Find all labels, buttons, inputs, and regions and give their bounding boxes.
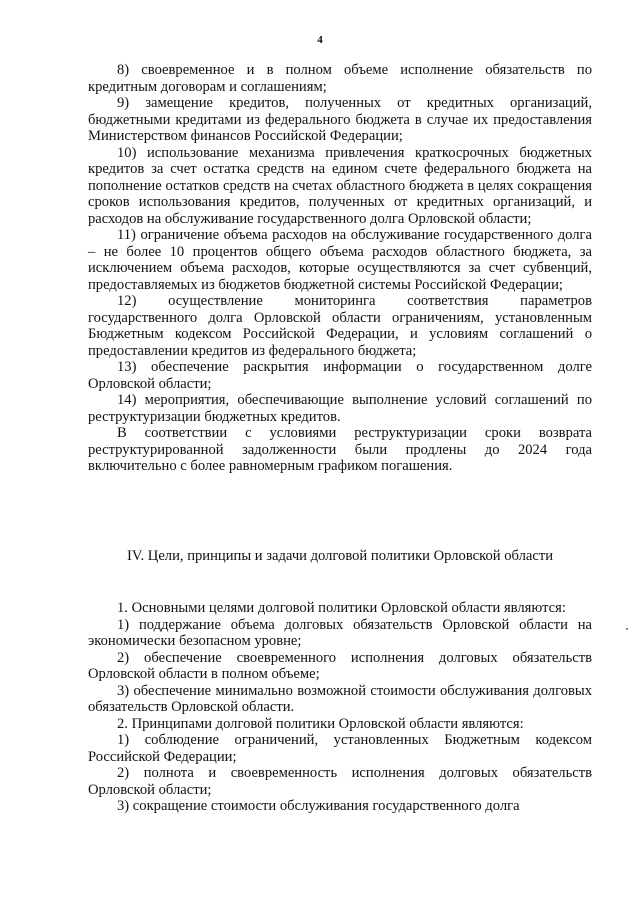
page-number: 4: [317, 34, 323, 46]
document-body-section-iv: [88, 600, 592, 815]
paragraph-principle-1: 1) соблюдение ограничений, установленных Бюджетным кодексом Российской Федерации;: [88, 732, 592, 765]
paragraph-principle-3: 3) сокращение стоимости обслуживания государственного долга: [117, 798, 520, 814]
paragraph-item-12: 12) осуществление мониторинга соответствия параметров государственного долга Орловской области ограничениям, установленным Бюджетным кодексом Российской Федерации, и условиям соглашений о предоставлении кредитов из федерального бюджета;: [88, 293, 592, 359]
section-heading: IV. Цели, принципы и задачи долговой политики Орловской области: [126, 548, 554, 564]
paragraph-item-14: 14) мероприятия, обеспечивающие выполнение условий соглашений по реструктуризации бюджетных кредитов.: [88, 392, 592, 425]
paragraph-item-11: 11) ограничение объема расходов на обслуживание государственного долга – не более 10 процентов общего объема расходов областного бюджета, за исключением объема расходов, которые осуществляются за счет субвенций, предоставляемых из бюджетов бюджетной системы Российской Федерации;: [88, 227, 592, 293]
paragraph-goal-1: 1) поддержание объема долговых обязательств Орловской области на экономически безопасном уровне;: [88, 616, 592, 649]
paragraph-principle-2: 2) полнота и своевременность исполнения долговых обязательств Орловской области;: [88, 765, 592, 798]
paragraph-item-9: 9) замещение кредитов, полученных от кредитных организаций, бюджетными кредитами из федерального бюджета в случае их предоставления Министерством финансов Российской Федерации;: [88, 95, 592, 144]
paragraph-principles-intro: 2. Принципами долговой политики Орловской области являются:: [117, 715, 524, 732]
paragraph-goal-3: 3) обеспечение минимально возможной стоимости обслуживания долговых обязательств Орловской области.: [88, 682, 592, 715]
paragraph-item-10: 10) использование механизма привлечения краткосрочных бюджетных кредитов за счет остатка средств на едином счете федерального бюджета на пополнение остатков средств на счетах областного бюджета в целях сокращения сроков использования кредитов, полученных от кредитных организаций, и расходов на обслуживание государственного долга Орловской области;: [88, 144, 592, 227]
paragraph-goals-intro: 1. Основными целями долговой политики Орловской области являются:: [117, 600, 566, 616]
paragraph-item-8: 8) своевременное и в полном объеме исполнение обязательств по кредитным договорам и соглашениям;: [88, 62, 592, 95]
document-body-top: [88, 62, 592, 475]
paragraph-goal-2: 2) обеспечение своевременного исполнения долговых обязательств Орловской области в полном объеме;: [88, 649, 592, 682]
scan-speck: [626, 628, 628, 630]
paragraph-item-13: 13) обеспечение раскрытия информации о государственном долге Орловской области;: [88, 359, 592, 392]
paragraph-restructuring-note: В соответствии с условиями реструктуризации сроки возврата реструктурированной задолженности были продлены до 2024 года включительно с более равномерным графиком погашения.: [88, 425, 592, 474]
